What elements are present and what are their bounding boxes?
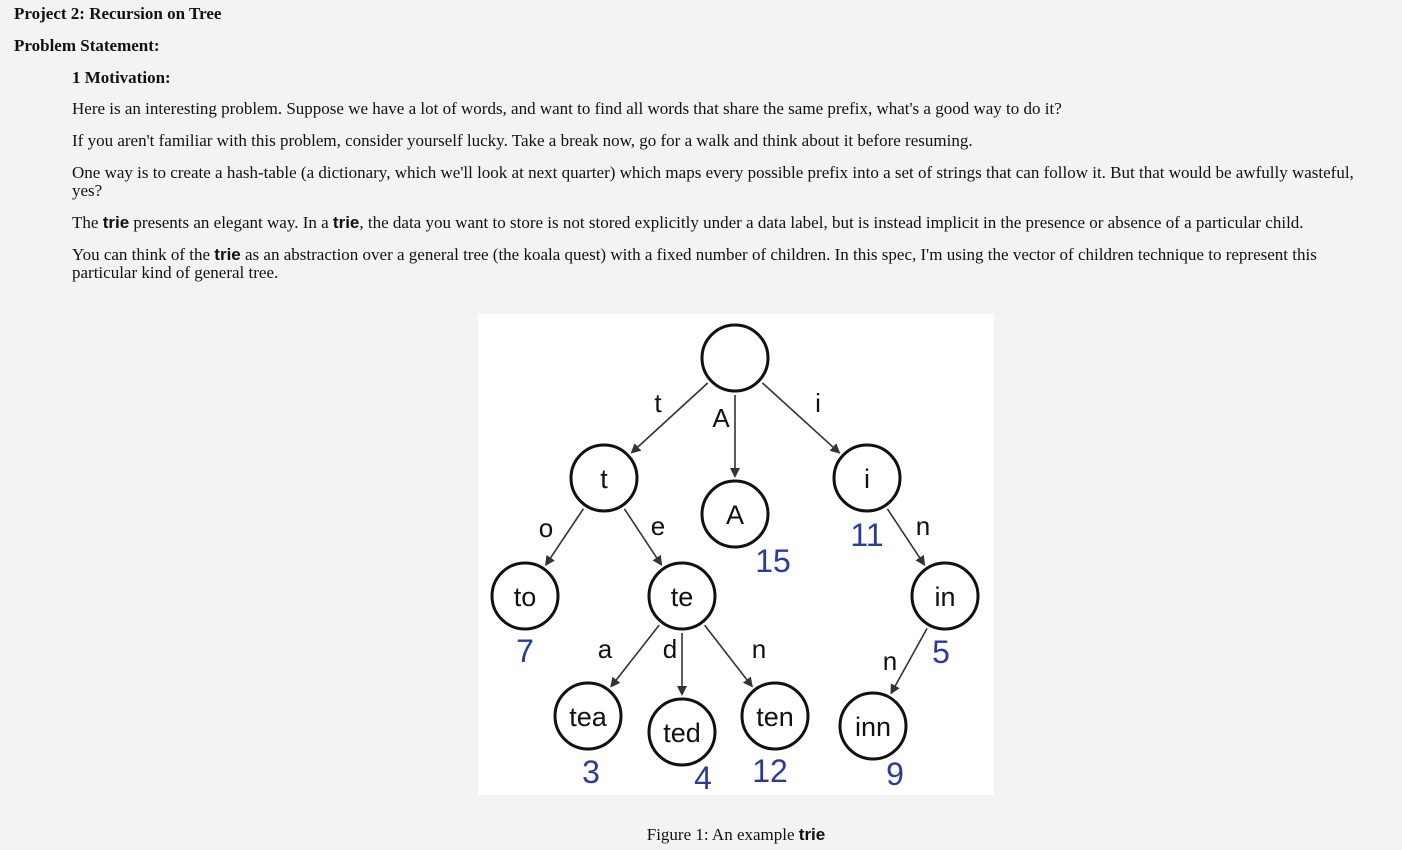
figure-caption-term: trie: [798, 825, 826, 844]
node-label-tea: tea: [569, 702, 607, 732]
node-value-i: 11: [850, 517, 884, 553]
trie-node-t: [571, 445, 637, 511]
node-label-inn: inn: [854, 712, 892, 742]
document-title: Project 2: Recursion on Tree: [14, 4, 222, 23]
paragraph-3: One way is to create a hash-table (a dictionary, which we'll look at next quarter) which maps every possible prefix into a set of strings that can follow it. But that would be awfully wasteful, yes?: [72, 163, 1354, 200]
node-label-ted: ted: [663, 718, 701, 748]
node-value-A: 15: [755, 543, 791, 579]
paragraph-5-text-a: You can think of the: [72, 245, 215, 264]
edge-label-te-tea: a: [597, 634, 613, 664]
edge-root-i: [762, 383, 839, 453]
paragraph-1: Here is an interesting problem. Suppose we have a lot of words, and want to find all words that share the same prefix, what's a good way to do it?: [72, 99, 1062, 118]
trie-node-te: [649, 563, 715, 629]
paragraph-4-text-c: presents an elegant way. In a: [129, 213, 333, 232]
node-label-t: t: [600, 464, 608, 494]
edge-te-ten: [705, 625, 752, 686]
paragraph-4-text-e: , the data you want to store is not stored explicitly under a data label, but is instead implicit in the presence or absence of a particular child.: [359, 213, 1304, 232]
edge-label-t-te: e: [650, 511, 666, 541]
trie-node-to: [492, 563, 558, 629]
trie-node-ten: [742, 683, 808, 749]
edge-te-tea: [611, 625, 659, 686]
edge-label-i-in: n: [915, 511, 931, 541]
edge-root-t: [632, 383, 708, 452]
trie-diagram: [478, 314, 994, 795]
figure-caption: [0, 825, 1402, 845]
node-label-ten: ten: [756, 702, 794, 732]
node-value-ten: 12: [752, 753, 788, 789]
trie-term: trie: [102, 213, 130, 232]
node-label-i: i: [864, 464, 870, 494]
paragraph-4: [72, 214, 1372, 232]
trie-term: trie: [332, 213, 360, 232]
trie-node-A: [702, 481, 768, 547]
edge-label-root-A: A: [712, 403, 730, 433]
problem-statement-heading: Problem Statement:: [14, 36, 160, 55]
node-label-in: in: [934, 582, 956, 612]
node-value-to: 7: [516, 633, 534, 669]
trie-node-i: [834, 445, 900, 511]
motivation-heading: 1 Motivation:: [72, 68, 171, 87]
edge-label-te-ten: n: [751, 634, 767, 664]
node-value-tea: 3: [582, 754, 600, 790]
node-label-to: to: [513, 582, 537, 612]
edge-label-te-ted: d: [662, 634, 678, 664]
paragraph-5: [72, 246, 1372, 282]
trie-node-inn: [840, 693, 906, 759]
trie-node-ted: [649, 699, 715, 765]
node-value-inn: 9: [886, 756, 904, 792]
node-circle-root: [702, 325, 768, 391]
node-label-te: te: [670, 582, 694, 612]
paragraph-2: If you aren't familiar with this problem, consider yourself lucky. Take a break now, go for a walk and think about it before resuming.: [72, 131, 973, 150]
trie-node-tea: [555, 683, 621, 749]
figure-caption-text: Figure 1: An example: [646, 825, 799, 844]
trie-term: trie: [214, 245, 241, 264]
trie-figure: [478, 314, 994, 795]
edge-label-root-t: t: [654, 388, 662, 418]
edge-label-in-inn: n: [882, 646, 898, 676]
paragraph-4-text-a: The: [72, 213, 103, 232]
edge-label-root-i: i: [815, 388, 821, 418]
node-value-in: 5: [932, 634, 950, 670]
trie-node-root: [702, 325, 768, 391]
motivation-section: [72, 68, 1372, 296]
paragraph-5-text-c: as an abstraction over a general tree (the koala quest) with a fixed number of children. In this spec, I'm using the vector of children technique to represent this particular kind of general tree.: [72, 245, 1317, 282]
trie-node-in: [912, 563, 978, 629]
node-value-ted: 4: [694, 760, 712, 795]
edge-label-t-to: o: [538, 513, 554, 543]
node-label-A: A: [725, 500, 745, 530]
